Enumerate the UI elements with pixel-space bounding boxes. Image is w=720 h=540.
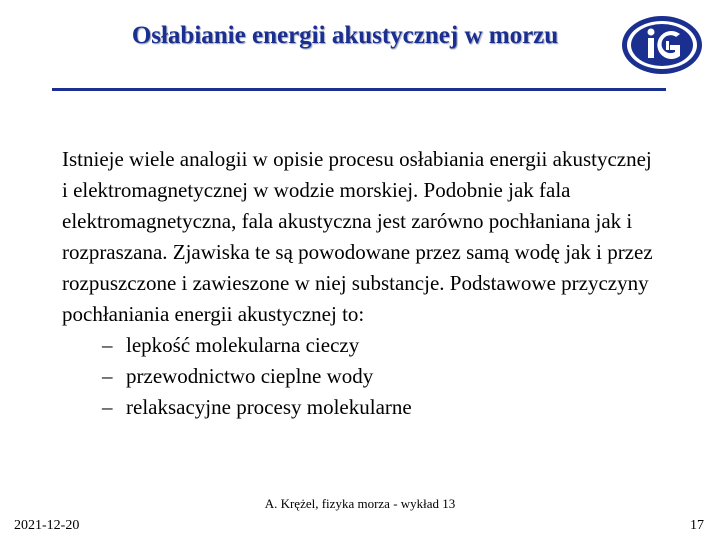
slide-footer: A. Krężel, fizyka morza - wykład 13 — [264, 496, 456, 511]
slide-date: 2021-12-20 — [14, 518, 80, 533]
slide-title: Osłabianie energii akustycznej w morzu — [131, 22, 559, 49]
bullet-text: relaksacyjne procesy molekularne — [126, 395, 412, 419]
bullet-text: lepkość molekularna cieczy — [126, 333, 360, 357]
list-item — [102, 392, 662, 423]
body-paragraph: Istnieje wiele analogii w opisie procesu osłabiania energii akustycznej i elektromagnetycznej w wodzie morskiej. Podobnie jak fala elektromagnetyczna, fala akustyczna jest zarówno pochłaniana jak i rozpraszana. Zjawiska te są powodowane przez samą wodę jak i przez rozpuszczone i zawieszone w niej substancje. Podstawowe przyczyny pochłaniania energii akustycznej to: — [62, 147, 653, 326]
list-item — [102, 361, 662, 392]
list-item — [102, 330, 662, 361]
bullet-dash: – — [102, 333, 113, 357]
slide-body — [62, 144, 662, 423]
bullet-dash: – — [102, 395, 113, 419]
bullet-dash: – — [102, 364, 113, 388]
title-underline — [52, 88, 666, 91]
bullet-list — [62, 330, 662, 423]
page-number: 17 — [690, 518, 704, 533]
bullet-text: przewodnictwo cieplne wody — [126, 364, 374, 388]
ig-logo-icon — [620, 14, 704, 76]
